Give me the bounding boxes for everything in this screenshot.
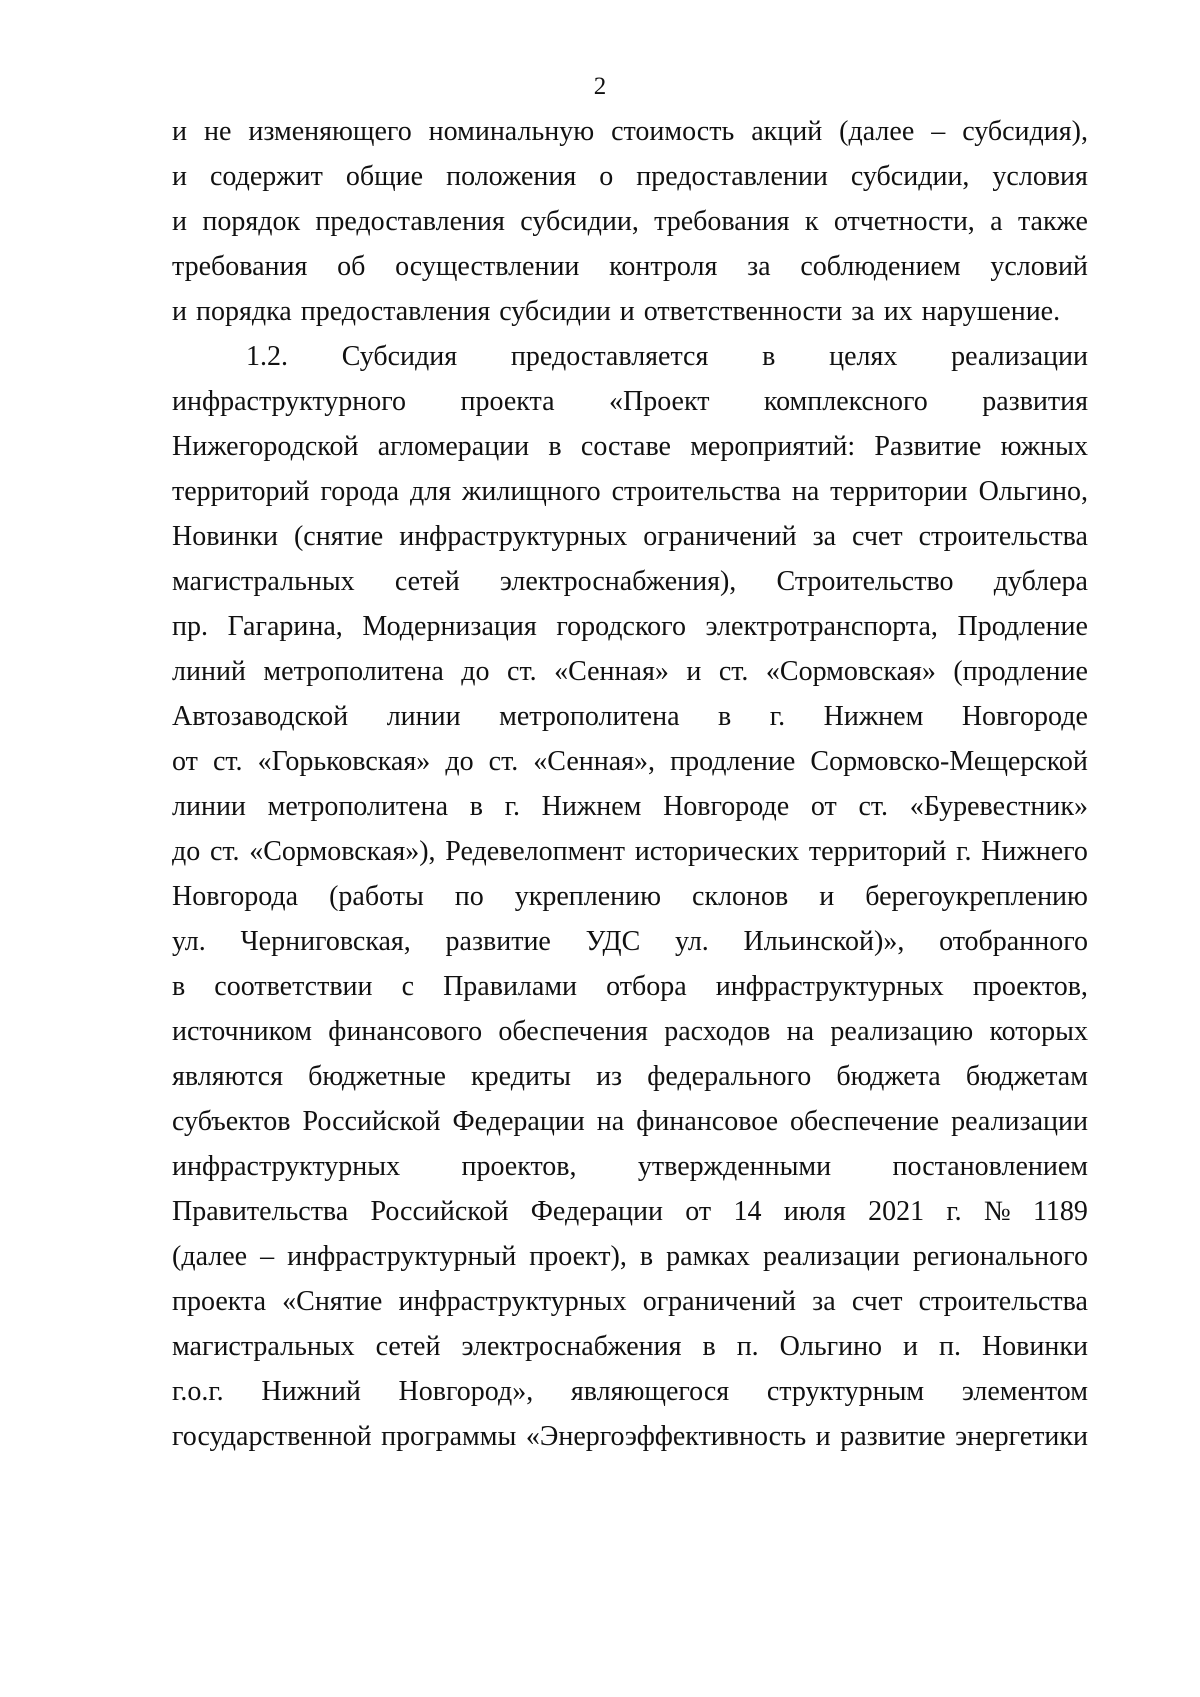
- word: «Горьковская»: [257, 746, 431, 777]
- word: стоимость: [611, 116, 735, 147]
- word: линии: [386, 701, 461, 732]
- word: проекта: [460, 386, 555, 417]
- word: метрополитена: [267, 791, 448, 822]
- word: г.о.г.: [172, 1376, 224, 1407]
- word: –: [931, 116, 946, 147]
- text-line: [172, 1241, 1088, 1273]
- text-line: [172, 656, 1088, 688]
- word: а: [990, 206, 1003, 237]
- word: от: [810, 791, 837, 822]
- word: рамках: [666, 1241, 750, 1272]
- word: Ольгино: [779, 1331, 883, 1362]
- text-line: [172, 251, 1088, 283]
- word: агломерации: [377, 431, 530, 462]
- word: (снятие: [293, 521, 384, 552]
- word: от: [172, 746, 198, 777]
- word: федерального: [647, 1061, 812, 1092]
- word: также: [1017, 206, 1088, 237]
- text-line: [172, 1061, 1088, 1093]
- word: Черниговская,: [240, 926, 411, 957]
- word: «Сенная»: [554, 656, 669, 687]
- word: обеспечение: [790, 1106, 940, 1137]
- word: ст.: [718, 656, 749, 687]
- word: бюджетам: [965, 1061, 1088, 1092]
- word: и: [903, 1331, 919, 1362]
- text-line: [172, 791, 1088, 823]
- word: реализации: [951, 341, 1088, 372]
- word: до: [172, 836, 201, 867]
- text-line: [172, 521, 1088, 553]
- word: в: [702, 1331, 716, 1362]
- word: г.: [956, 836, 972, 867]
- word: Нижегородской: [172, 431, 359, 462]
- word: счет: [851, 1286, 903, 1317]
- word: реализации: [762, 1241, 900, 1272]
- text-line: [172, 431, 1088, 463]
- word: в: [639, 1241, 654, 1272]
- word: «Буревестник»: [909, 791, 1088, 822]
- word: для: [409, 476, 452, 507]
- word: изменяющего: [248, 116, 412, 147]
- word: являющегося: [570, 1376, 730, 1407]
- text-line: [172, 161, 1088, 193]
- word: не: [203, 116, 232, 147]
- word: сетей: [375, 1331, 441, 1362]
- word: требования: [172, 251, 308, 282]
- word: субсидии,: [850, 161, 970, 192]
- word: инфраструктурных: [399, 521, 628, 552]
- word: предоставления: [300, 296, 491, 327]
- word: из: [596, 1061, 623, 1092]
- word: территории: [830, 476, 968, 507]
- word: дублера: [993, 566, 1088, 597]
- word: ст.: [212, 746, 243, 777]
- word: бюджетные: [308, 1061, 446, 1092]
- word: Ильинской)»,: [743, 926, 905, 957]
- word: строительства: [611, 476, 781, 507]
- word: южных: [1000, 431, 1088, 462]
- word: финансового: [328, 1016, 483, 1047]
- word: реализации: [951, 1106, 1088, 1137]
- word: государственной: [172, 1421, 372, 1452]
- word: Нижнем: [541, 791, 642, 822]
- word: «Сормовская»),: [249, 836, 436, 867]
- word: мероприятий:: [690, 431, 856, 462]
- word: с: [401, 971, 415, 1002]
- word: предоставляется: [510, 341, 709, 372]
- word: за: [851, 296, 875, 327]
- text-line: [172, 566, 1088, 598]
- word: п.: [736, 1331, 759, 1362]
- word: строительства: [918, 521, 1088, 552]
- word: и: [619, 296, 635, 327]
- word: (далее: [839, 116, 915, 147]
- word: Гагарина,: [227, 611, 343, 642]
- word: на: [786, 1016, 815, 1047]
- word: постановлением: [892, 1151, 1088, 1182]
- word: электроснабжения),: [499, 566, 737, 597]
- word: Федерации: [452, 1106, 585, 1137]
- word: исторических: [634, 836, 800, 867]
- word: их: [883, 296, 913, 327]
- word: магистральных: [172, 566, 355, 597]
- word: положения: [446, 161, 577, 192]
- word: субъектов: [172, 1106, 291, 1137]
- word: города: [320, 476, 400, 507]
- word: Нижнего: [981, 836, 1088, 867]
- word: Новгород»,: [398, 1376, 534, 1407]
- word: метрополитена: [263, 656, 444, 687]
- word: по: [454, 881, 484, 912]
- word: за: [812, 521, 837, 552]
- word: субсидия),: [962, 116, 1088, 147]
- word: общие: [345, 161, 424, 192]
- word: п.: [938, 1331, 961, 1362]
- word: являются: [172, 1061, 284, 1092]
- word: ст.: [209, 836, 240, 867]
- word: субсидии,: [520, 206, 639, 237]
- word: нарушение.: [921, 296, 1061, 327]
- word: «Сенная»,: [533, 746, 656, 777]
- word: Правительства: [172, 1196, 349, 1227]
- word: на: [791, 476, 820, 507]
- word: (далее: [172, 1241, 248, 1272]
- word: Новинки: [172, 521, 278, 552]
- word: Модернизация: [362, 611, 537, 642]
- text-line: [172, 1196, 1088, 1228]
- word: «Снятие: [282, 1286, 383, 1317]
- word: Ольгино,: [978, 476, 1088, 507]
- word: и: [172, 296, 187, 327]
- word: июля: [783, 1196, 846, 1227]
- word: проектов,: [461, 1151, 577, 1182]
- word: Нижнем: [823, 701, 924, 732]
- text-line: [172, 1286, 1088, 1318]
- word: и: [172, 116, 187, 147]
- word: в: [548, 431, 562, 462]
- word: отбора: [606, 971, 687, 1002]
- word: (продление: [953, 656, 1088, 687]
- word: Российской: [370, 1196, 509, 1227]
- word: за: [747, 251, 771, 282]
- word: в: [172, 971, 186, 1002]
- word: инфраструктурных: [715, 971, 944, 1002]
- word: на: [596, 1106, 625, 1137]
- word: линий: [172, 656, 246, 687]
- text-line: [172, 476, 1088, 508]
- word: (работы: [329, 881, 424, 912]
- word: Строительство: [776, 566, 954, 597]
- word: и: [172, 161, 187, 192]
- word: ул.: [675, 926, 709, 957]
- word: в: [762, 341, 776, 372]
- word: Автозаводской: [172, 701, 349, 732]
- word: Новгорода: [172, 881, 299, 912]
- text-line: [172, 386, 1088, 418]
- word: магистральных: [172, 1331, 355, 1362]
- word: г.: [769, 701, 786, 732]
- word: проекта: [172, 1286, 266, 1317]
- text-line: [172, 1151, 1088, 1183]
- word: «Проект: [608, 386, 710, 417]
- text-line: [172, 881, 1088, 913]
- word: порядок: [202, 206, 301, 237]
- word: ст.: [507, 656, 537, 687]
- word: предоставлении: [636, 161, 828, 192]
- word: –: [260, 1241, 275, 1272]
- word: контроля: [609, 251, 718, 282]
- word: к: [804, 206, 819, 237]
- word: берегоукреплению: [865, 881, 1088, 912]
- word: которых: [989, 1016, 1088, 1047]
- text-line: [172, 1106, 1088, 1138]
- word: и: [686, 656, 702, 687]
- word: Новгороде: [961, 701, 1088, 732]
- word: электроснабжения: [461, 1331, 682, 1362]
- word: 2021: [868, 1196, 925, 1227]
- text-line: [172, 206, 1088, 238]
- word: Нижний: [261, 1376, 361, 1407]
- word: элементом: [961, 1376, 1088, 1407]
- word: инфраструктурных: [172, 1151, 401, 1182]
- word: содержит: [209, 161, 323, 192]
- word: развития: [982, 386, 1088, 417]
- word: и: [172, 206, 187, 237]
- word: соответствии: [214, 971, 373, 1002]
- word: пр.: [172, 611, 208, 642]
- word: реализацию: [830, 1016, 974, 1047]
- word: Редевелопмент: [445, 836, 625, 867]
- word: 1.2.: [246, 341, 288, 372]
- text-line: [172, 701, 1088, 733]
- word: Субсидия: [341, 341, 458, 372]
- word: Российской: [302, 1106, 441, 1137]
- word: строительства: [918, 1286, 1088, 1317]
- word: Сормовско-Мещерской: [810, 746, 1088, 777]
- word: комплексного: [763, 386, 928, 417]
- text-line: [172, 971, 1088, 1003]
- word: источником: [172, 1016, 312, 1047]
- word: №: [983, 1196, 1011, 1227]
- word: городского: [556, 611, 686, 642]
- word: Федерации: [530, 1196, 663, 1227]
- word: электротранспорта,: [705, 611, 938, 642]
- word: энергетики: [955, 1421, 1088, 1452]
- word: 14: [733, 1196, 762, 1227]
- word: утвержденными: [637, 1151, 832, 1182]
- word: расходов: [664, 1016, 771, 1047]
- word: субсидии: [499, 296, 611, 327]
- word: 1189: [1032, 1196, 1088, 1227]
- word: до: [461, 656, 490, 687]
- word: метрополитена: [499, 701, 680, 732]
- word: за: [812, 1286, 836, 1317]
- word: кредиты: [471, 1061, 571, 1092]
- word: Новинки: [981, 1331, 1088, 1362]
- word: развитие: [840, 1421, 946, 1452]
- word: обеспечения: [498, 1016, 648, 1047]
- text-line: [172, 1331, 1088, 1363]
- word: целях: [829, 341, 898, 372]
- word: и: [815, 1421, 831, 1452]
- word: продление: [670, 746, 796, 777]
- word: до: [445, 746, 474, 777]
- word: номинальную: [428, 116, 595, 147]
- text-line: [172, 611, 1088, 643]
- word: программы: [381, 1421, 517, 1452]
- word: склонов: [692, 881, 789, 912]
- word: отобранного: [939, 926, 1088, 957]
- word: о: [599, 161, 614, 192]
- word: порядка: [195, 296, 292, 327]
- word: условий: [990, 251, 1088, 282]
- word: территорий: [172, 476, 310, 507]
- word: инфраструктурного: [172, 386, 407, 417]
- word: сетей: [394, 566, 460, 597]
- text-line: [172, 746, 1088, 778]
- word: укреплению: [514, 881, 662, 912]
- word: «Сормовская»: [765, 656, 936, 687]
- word: бюджета: [836, 1061, 941, 1092]
- word: линии: [172, 791, 246, 822]
- word: инфраструктурный: [287, 1241, 517, 1272]
- word: инфраструктурных: [398, 1286, 627, 1317]
- word: акций: [751, 116, 823, 147]
- word: составе: [580, 431, 671, 462]
- text-line: [246, 341, 1088, 373]
- word: ул.: [172, 926, 206, 957]
- word: Правилами: [443, 971, 578, 1002]
- text-line: [172, 1421, 1088, 1453]
- word: ст.: [488, 746, 519, 777]
- word: соблюдением: [800, 251, 961, 282]
- word: г.: [504, 791, 520, 822]
- word: в: [469, 791, 483, 822]
- word: жилищного: [462, 476, 601, 507]
- word: ограничений: [643, 521, 797, 552]
- word: и: [819, 881, 835, 912]
- word: г.: [946, 1196, 962, 1227]
- word: УДС: [585, 926, 641, 957]
- word: в: [718, 701, 732, 732]
- word: условия: [992, 161, 1088, 192]
- text-line: [172, 296, 1088, 328]
- text-line: [172, 1376, 1088, 1408]
- word: развитие: [445, 926, 551, 957]
- text-line: [172, 926, 1088, 958]
- word: Новгороде: [663, 791, 790, 822]
- text-line: [172, 1016, 1088, 1048]
- word: от: [685, 1196, 712, 1227]
- word: предоставления: [315, 206, 505, 237]
- word: Продление: [957, 611, 1088, 642]
- word: осуществлении: [395, 251, 580, 282]
- word: счет: [852, 521, 903, 552]
- word: регионального: [912, 1241, 1088, 1272]
- word: «Энергоэффективность: [525, 1421, 807, 1452]
- word: ограничений: [642, 1286, 797, 1317]
- word: структурным: [766, 1376, 925, 1407]
- page-number: 2: [593, 73, 607, 100]
- word: ст.: [858, 791, 889, 822]
- word: финансовое: [636, 1106, 778, 1137]
- word: отчетности,: [833, 206, 975, 237]
- word: ответственности: [643, 296, 843, 327]
- word: об: [337, 251, 366, 282]
- word: проектов,: [972, 971, 1088, 1002]
- word: требования: [654, 206, 790, 237]
- word: территорий: [808, 836, 947, 867]
- word: проект),: [529, 1241, 627, 1272]
- word: Развитие: [874, 431, 982, 462]
- text-line: [172, 116, 1088, 148]
- text-line: [172, 836, 1088, 868]
